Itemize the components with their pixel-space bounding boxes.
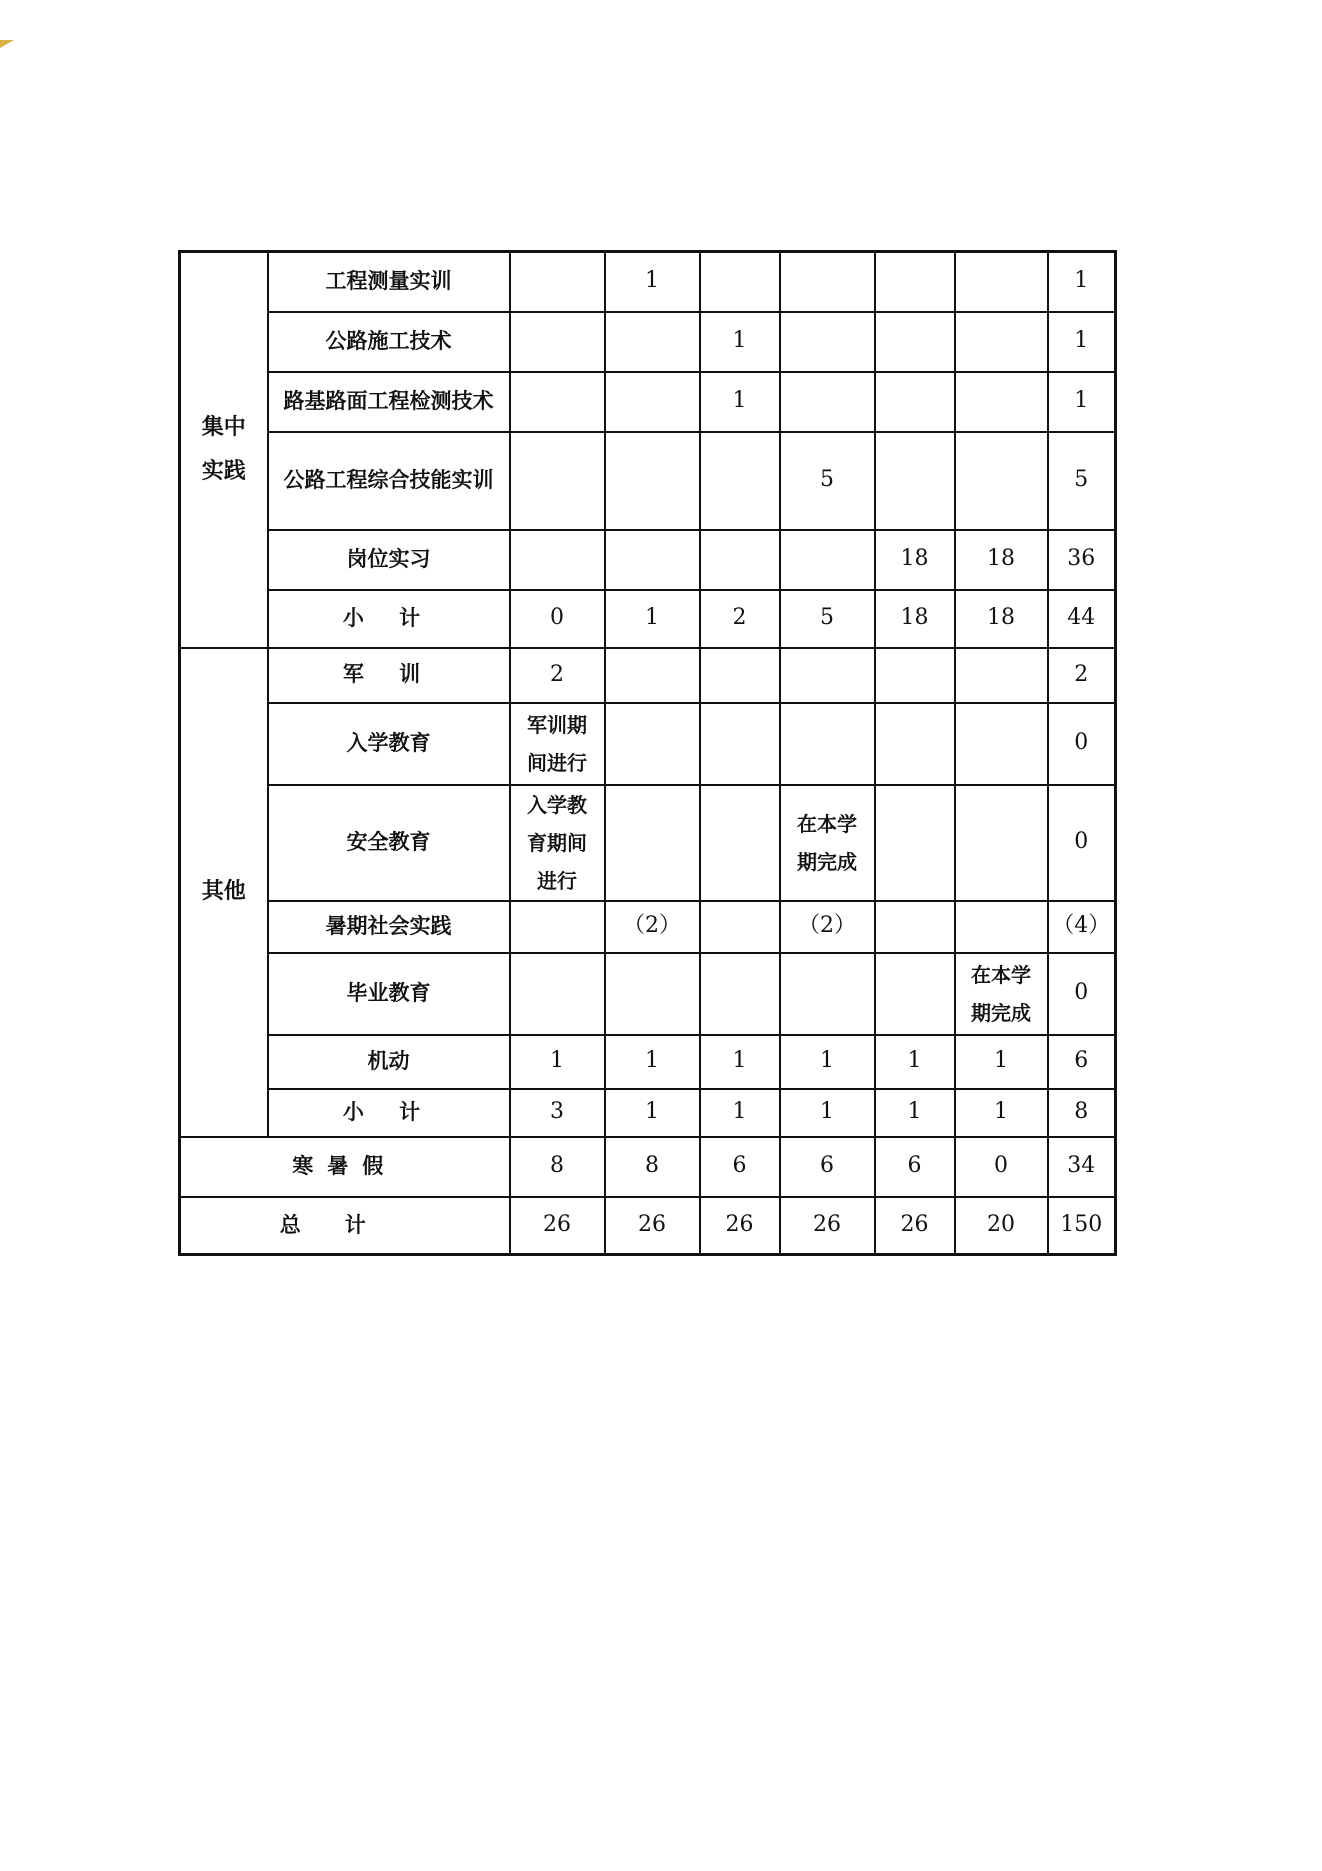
semester-2-cell	[605, 648, 700, 703]
semester-1-cell: 1	[510, 1035, 605, 1089]
total-cell: 1	[1048, 312, 1116, 372]
table-row	[180, 953, 1116, 1035]
semester-3-cell: 1	[700, 312, 780, 372]
semester-5-cell: 1	[875, 1089, 955, 1137]
semester-5-cell	[875, 252, 955, 312]
semester-5-cell	[875, 785, 955, 901]
semester-5-cell	[875, 953, 955, 1035]
total-cell: 34	[1048, 1137, 1116, 1197]
semester-1-cell	[510, 312, 605, 372]
semester-3-cell	[700, 953, 780, 1035]
semester-3-cell: 2	[700, 590, 780, 648]
semester-6-cell: 18	[955, 530, 1048, 590]
semester-3-cell	[700, 901, 780, 953]
semester-6-cell	[955, 372, 1048, 432]
table-row	[180, 703, 1116, 785]
semester-3-cell: 26	[700, 1197, 780, 1255]
semester-2-cell: 8	[605, 1137, 700, 1197]
semester-2-cell	[605, 372, 700, 432]
total-cell: 1	[1048, 252, 1116, 312]
summary-label: 寒暑假	[180, 1137, 510, 1197]
summary-row	[180, 1137, 1116, 1197]
semester-5-cell	[875, 312, 955, 372]
row-label: 公路施工技术	[268, 312, 510, 372]
semester-3-cell	[700, 648, 780, 703]
semester-2-cell: 1	[605, 252, 700, 312]
semester-5-cell: 18	[875, 590, 955, 648]
semester-3-cell	[700, 252, 780, 312]
semester-4-cell: （2）	[780, 901, 875, 953]
semester-5-cell: 18	[875, 530, 955, 590]
semester-6-cell	[955, 703, 1048, 785]
semester-2-cell: 26	[605, 1197, 700, 1255]
row-label: 安全教育	[268, 785, 510, 901]
semester-6-cell: 18	[955, 590, 1048, 648]
semester-3-cell: 1	[700, 1035, 780, 1089]
semester-2-cell	[605, 703, 700, 785]
semester-4-cell	[780, 648, 875, 703]
semester-4-cell: 在本学期完成	[780, 785, 875, 901]
table-row	[180, 312, 1116, 372]
semester-6-cell: 1	[955, 1089, 1048, 1137]
table-row	[180, 530, 1116, 590]
group-label: 集中实践	[180, 252, 268, 648]
semester-4-cell	[780, 312, 875, 372]
summary-label: 总计	[180, 1197, 510, 1255]
semester-1-cell: 2	[510, 648, 605, 703]
semester-2-cell: 1	[605, 1035, 700, 1089]
semester-3-cell	[700, 432, 780, 530]
semester-1-cell: 军训期间进行	[510, 703, 605, 785]
semester-2-cell	[605, 953, 700, 1035]
semester-5-cell: 6	[875, 1137, 955, 1197]
row-label: 暑期社会实践	[268, 901, 510, 953]
semester-6-cell	[955, 901, 1048, 953]
semester-3-cell: 1	[700, 1089, 780, 1137]
summary-row	[180, 1197, 1116, 1255]
semester-schedule-table	[178, 250, 1117, 1256]
semester-3-cell	[700, 785, 780, 901]
semester-4-cell: 6	[780, 1137, 875, 1197]
table-row	[180, 590, 1116, 648]
row-label: 军 训	[268, 648, 510, 703]
group-label: 其他	[180, 648, 268, 1137]
semester-4-cell: 5	[780, 590, 875, 648]
semester-5-cell: 26	[875, 1197, 955, 1255]
semester-1-cell	[510, 901, 605, 953]
row-label: 毕业教育	[268, 953, 510, 1035]
semester-1-cell	[510, 953, 605, 1035]
semester-6-cell	[955, 312, 1048, 372]
table-row	[180, 1035, 1116, 1089]
semester-3-cell	[700, 530, 780, 590]
table-body	[180, 252, 1116, 1255]
table-row	[180, 1089, 1116, 1137]
semester-4-cell	[780, 703, 875, 785]
semester-1-cell	[510, 432, 605, 530]
semester-5-cell: 1	[875, 1035, 955, 1089]
semester-4-cell: 1	[780, 1035, 875, 1089]
total-cell: 6	[1048, 1035, 1116, 1089]
row-label: 岗位实习	[268, 530, 510, 590]
total-cell: 150	[1048, 1197, 1116, 1255]
semester-4-cell: 26	[780, 1197, 875, 1255]
semester-1-cell	[510, 530, 605, 590]
semester-5-cell	[875, 432, 955, 530]
semester-1-cell	[510, 252, 605, 312]
semester-3-cell: 1	[700, 372, 780, 432]
row-label: 公路工程综合技能实训	[268, 432, 510, 530]
semester-5-cell	[875, 703, 955, 785]
row-label: 路基路面工程检测技术	[268, 372, 510, 432]
table-row	[180, 432, 1116, 530]
semester-1-cell: 3	[510, 1089, 605, 1137]
total-cell: 36	[1048, 530, 1116, 590]
semester-2-cell: （2）	[605, 901, 700, 953]
table-row	[180, 648, 1116, 703]
semester-1-cell	[510, 372, 605, 432]
semester-4-cell: 5	[780, 432, 875, 530]
semester-3-cell	[700, 703, 780, 785]
total-cell: （4）	[1048, 901, 1116, 953]
semester-6-cell	[955, 252, 1048, 312]
semester-4-cell	[780, 252, 875, 312]
semester-6-cell: 1	[955, 1035, 1048, 1089]
total-cell: 1	[1048, 372, 1116, 432]
semester-2-cell	[605, 785, 700, 901]
semester-2-cell: 1	[605, 1089, 700, 1137]
table-row	[180, 252, 1116, 312]
semester-1-cell: 入学教育期间进行	[510, 785, 605, 901]
semester-3-cell: 6	[700, 1137, 780, 1197]
total-cell: 0	[1048, 785, 1116, 901]
row-label: 小 计	[268, 1089, 510, 1137]
semester-4-cell	[780, 530, 875, 590]
row-label: 工程测量实训	[268, 252, 510, 312]
table-row	[180, 901, 1116, 953]
semester-6-cell: 20	[955, 1197, 1048, 1255]
total-cell: 8	[1048, 1089, 1116, 1137]
row-label: 机动	[268, 1035, 510, 1089]
corner-mark	[0, 40, 14, 48]
semester-4-cell	[780, 953, 875, 1035]
semester-6-cell: 0	[955, 1137, 1048, 1197]
total-cell: 0	[1048, 703, 1116, 785]
total-cell: 2	[1048, 648, 1116, 703]
semester-2-cell: 1	[605, 590, 700, 648]
semester-1-cell: 26	[510, 1197, 605, 1255]
semester-2-cell	[605, 312, 700, 372]
table-row	[180, 785, 1116, 901]
semester-5-cell	[875, 372, 955, 432]
row-label: 入学教育	[268, 703, 510, 785]
row-label: 小 计	[268, 590, 510, 648]
semester-5-cell	[875, 901, 955, 953]
semester-5-cell	[875, 648, 955, 703]
semester-6-cell	[955, 785, 1048, 901]
semester-1-cell: 0	[510, 590, 605, 648]
semester-1-cell: 8	[510, 1137, 605, 1197]
semester-2-cell	[605, 432, 700, 530]
semester-4-cell	[780, 372, 875, 432]
total-cell: 5	[1048, 432, 1116, 530]
semester-4-cell: 1	[780, 1089, 875, 1137]
table-row	[180, 372, 1116, 432]
semester-2-cell	[605, 530, 700, 590]
total-cell: 0	[1048, 953, 1116, 1035]
semester-6-cell	[955, 648, 1048, 703]
total-cell: 44	[1048, 590, 1116, 648]
semester-6-cell	[955, 432, 1048, 530]
semester-6-cell: 在本学期完成	[955, 953, 1048, 1035]
